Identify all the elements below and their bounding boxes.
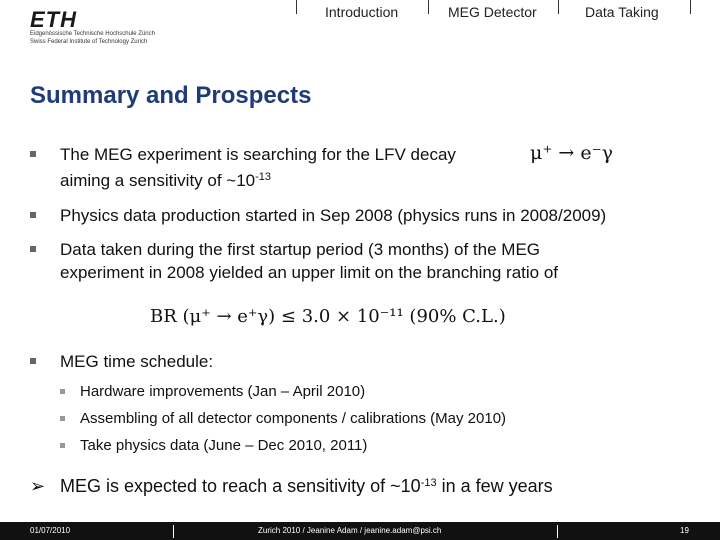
bullet-text: Data taken during the first startup period (3 months) of the MEG [60,240,541,259]
section-nav [0,0,720,22]
conclusion-bullet [30,476,553,497]
bullet-text-line2: aiming a sensitivity of $\sim 10^{-13}$ [60,171,272,190]
bullet-text: The MEG experiment is searching for the LFV decay [60,145,456,164]
bullet-square-icon [30,151,36,157]
bullet-text: MEG time schedule: [60,352,214,371]
nav-item-data-taking[interactable]: Data Taking [585,4,659,20]
slide-title: Summary and Prospects [30,82,312,109]
logo-line-2: Swiss Federal Institute of Technology Zurich [30,39,148,45]
bullet-time-schedule [30,350,710,373]
footer-author: Zurich 2010 / Jeanine Adam / jeanine.adam@psi.ch [258,526,442,535]
sub-bullet-square-icon [60,443,65,448]
footer-page-number: 19 [680,526,689,535]
arrow-bullet-icon: ➢ [30,476,46,496]
sub-bullet-physics-data: Take physics data (June – Dec 2010, 2011) [60,437,367,454]
sub-bullet-assembling: Assembling of all detector components / calibrations (May 2010) [60,410,506,427]
nav-separator [558,0,559,14]
nav-separator [428,0,429,14]
bullet-text-line2: experiment in 2008 yielded an upper limit on the branching ratio of [60,263,559,282]
footer-separator [557,525,558,538]
branching-ratio-formula: BR (μ⁺ → e⁺γ) ≤ 3.0 × 10⁻¹¹ (90% C.L.) [150,306,506,327]
bullet-square-icon [30,358,36,364]
logo-line-1: Eidgenössische Technische Hochschule Zürich [30,31,155,37]
sub-bullet-square-icon [60,389,65,394]
bullet-text: Physics data production started in Sep 2008 (physics runs in 2008/2009) [60,206,607,225]
conclusion-text: MEG is expected to reach a sensitivity of $\sim 10^{-13}$ in a few years [60,476,553,496]
footer-bar [0,522,720,540]
nav-item-meg-detector[interactable]: MEG Detector [448,4,537,20]
bullet-square-icon [30,212,36,218]
footer-date: 01/07/2010 [30,526,71,535]
footer-separator [173,525,174,538]
sub-bullet-square-icon [60,416,65,421]
nav-separator [690,0,691,14]
sub-bullet-hardware: Hardware improvements (Jan – April 2010) [60,383,365,400]
decay-formula: μ⁺ → e⁻γ [530,142,614,164]
bullet-startup-period [30,238,710,284]
bullet-physics-data [30,204,720,227]
logo-mark: ETH [30,7,77,32]
nav-item-introduction[interactable]: Introduction [325,4,399,20]
bullet-square-icon [30,246,36,252]
nav-separator [296,0,297,14]
